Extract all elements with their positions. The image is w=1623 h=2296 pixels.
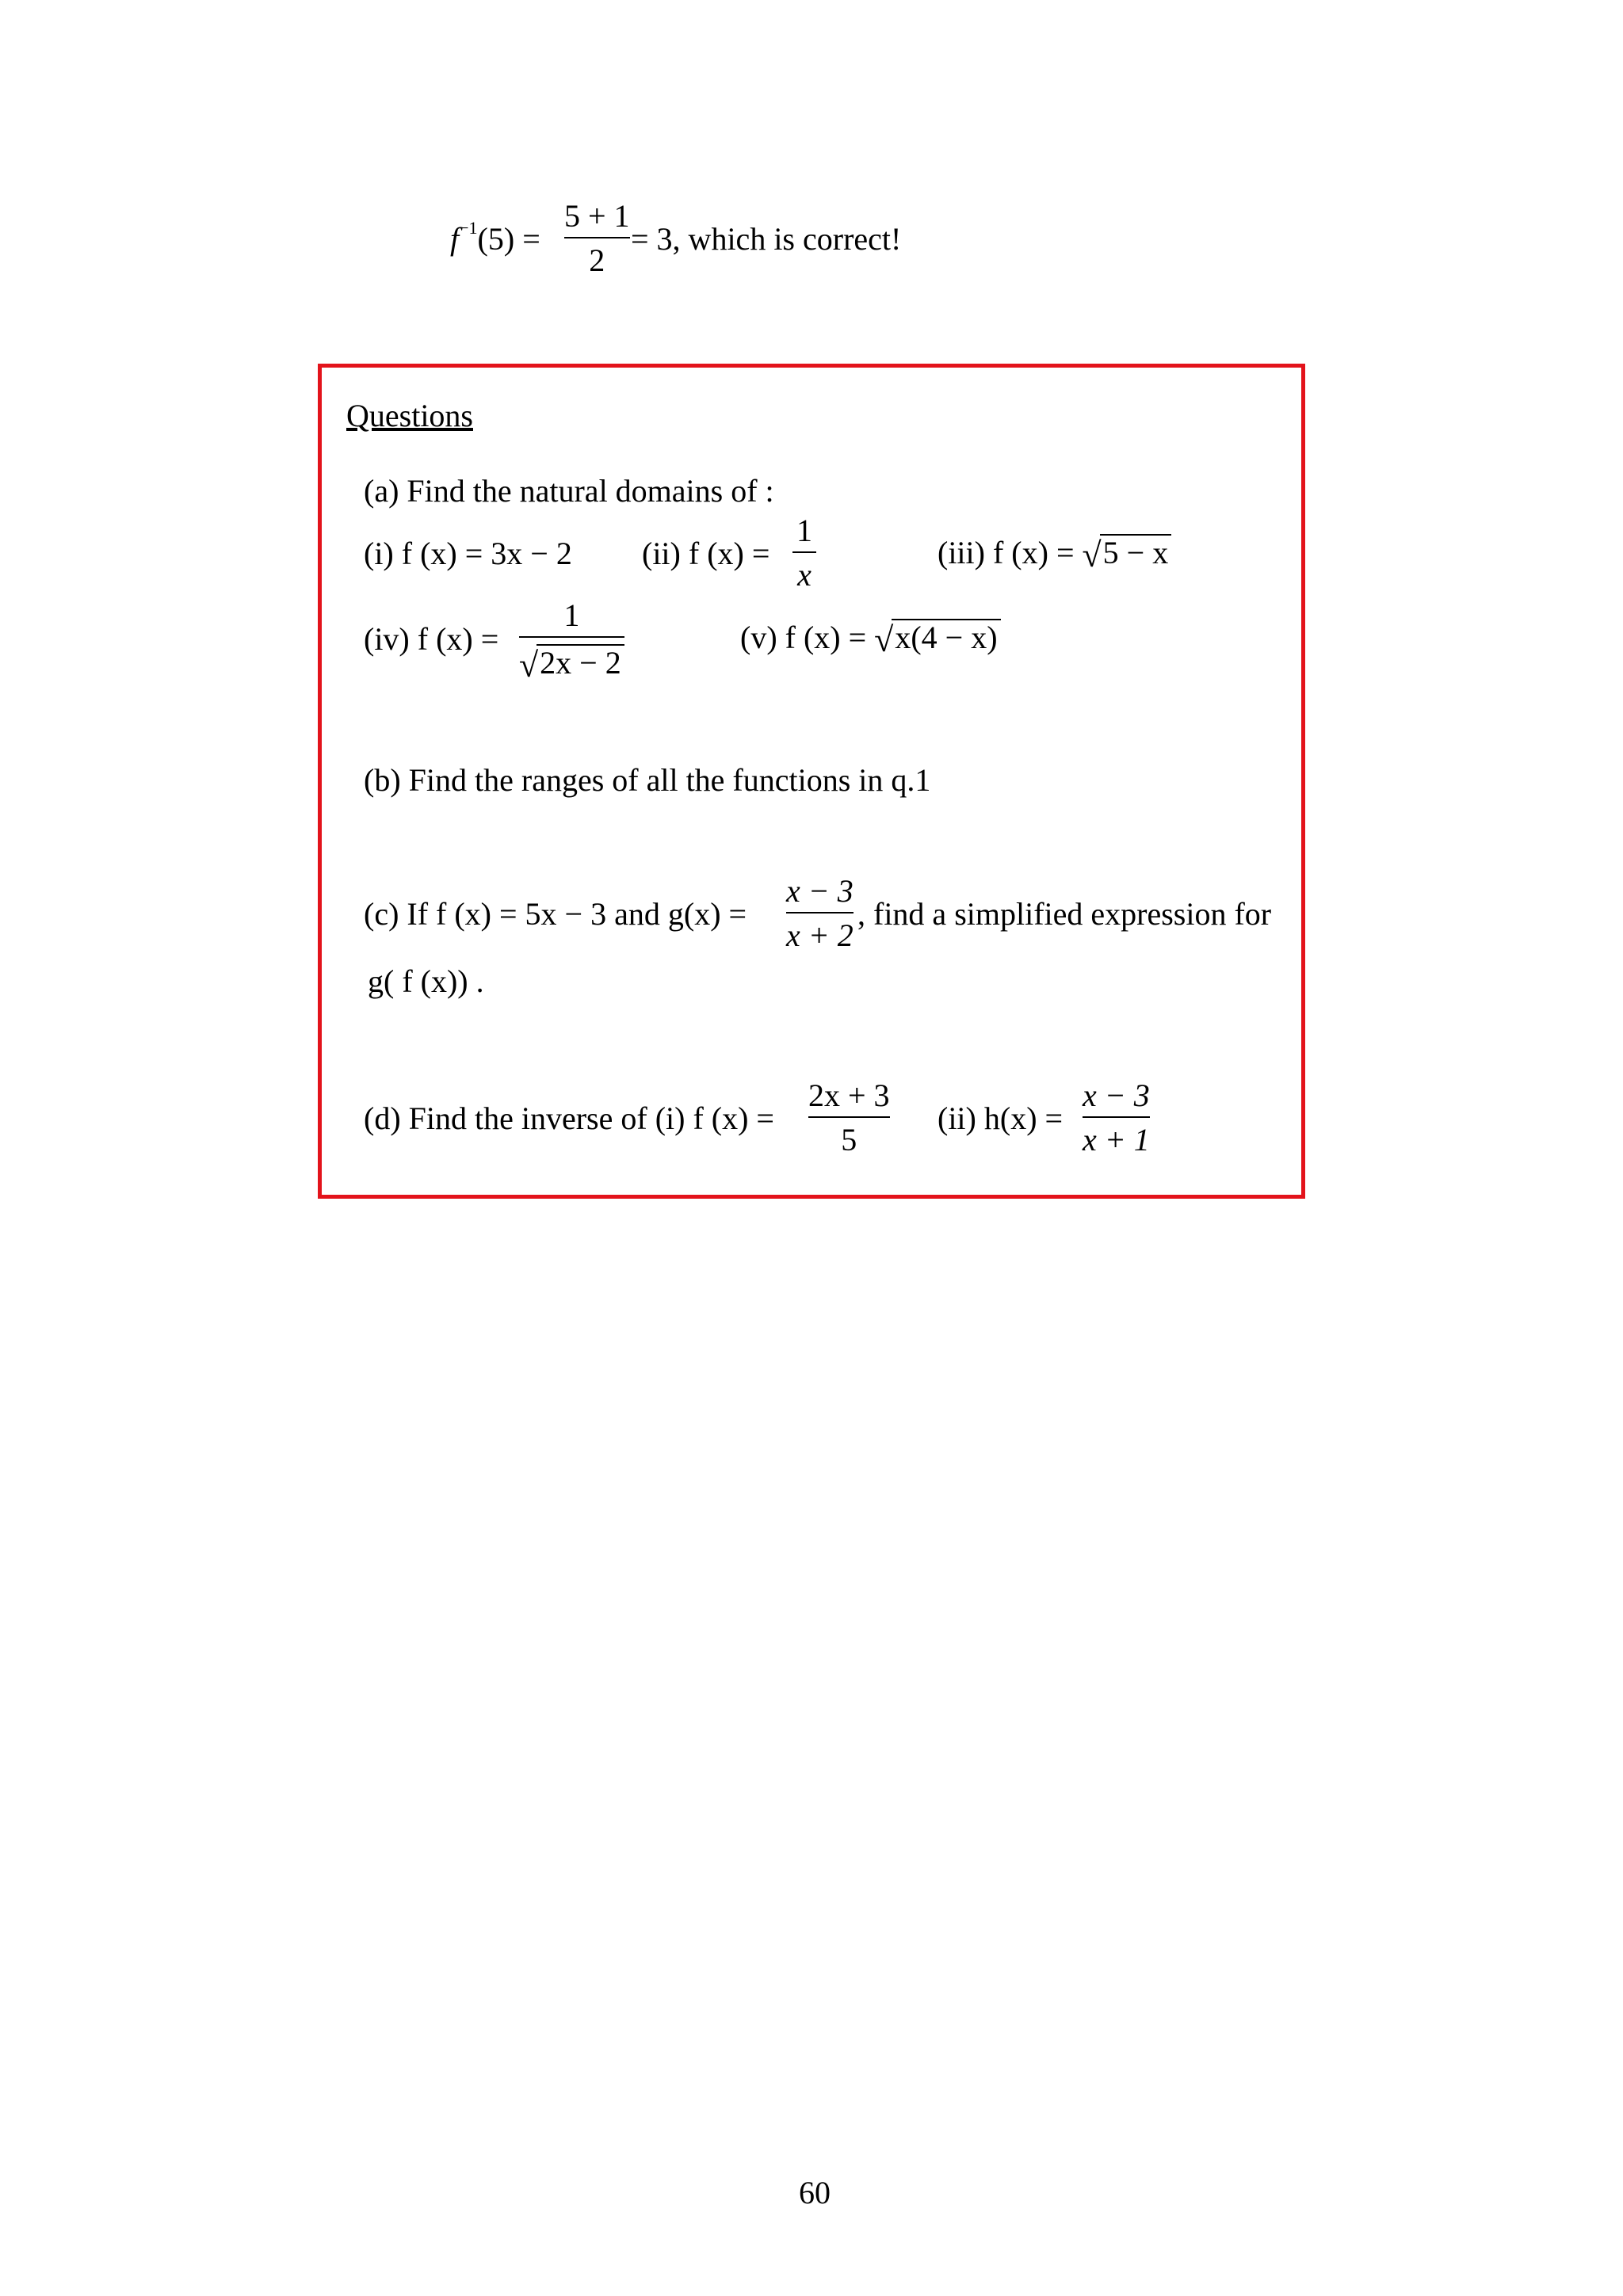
square-root	[1083, 534, 1172, 573]
fraction-bar	[792, 551, 816, 553]
fraction-numerator: 2x + 3	[808, 1077, 890, 1113]
radical-sign: √	[519, 646, 539, 685]
page-number: 60	[799, 2175, 831, 2210]
question-b: (b) Find the ranges of all the functions in q.1	[364, 762, 931, 798]
question-a-iii-label: (iii) f (x) =	[938, 535, 1075, 570]
fraction-denominator: 5	[841, 1122, 857, 1158]
question-d-ii-fraction	[1083, 1077, 1150, 1158]
question-d-lead: (d) Find the inverse of (i) f (x) =	[364, 1100, 774, 1136]
fraction-numerator: 1	[563, 597, 580, 633]
question-a-intro: (a) Find the natural domains of :	[364, 473, 774, 509]
question-a-ii-label: (ii) f (x) =	[642, 536, 770, 571]
fraction-numerator: x − 3	[786, 873, 854, 909]
square-root-denominator	[519, 644, 624, 683]
inverse-superscript: −1	[459, 218, 478, 238]
check-fraction-numerator: 5 + 1	[564, 198, 630, 234]
question-a-v	[740, 619, 1001, 658]
question-d-ii-label: (ii) h(x) =	[938, 1100, 1064, 1136]
radical-sign: √	[1082, 536, 1102, 574]
fraction-bar	[786, 912, 854, 913]
fraction-numerator: 1	[796, 513, 812, 548]
radicand: x(4 − x)	[892, 619, 1000, 654]
question-d-i-fraction	[808, 1077, 890, 1158]
fraction-bar	[808, 1116, 890, 1118]
check-fraction-denominator: 2	[589, 242, 605, 278]
fraction-numerator: x − 3	[1083, 1077, 1150, 1113]
square-root	[874, 619, 1000, 658]
radical-sign: √	[874, 620, 894, 659]
f-symbol: f	[450, 221, 460, 257]
question-a-ii-fraction	[792, 515, 816, 591]
question-a-i: (i) f (x) = 3x − 2	[364, 536, 572, 571]
fraction-bar	[1083, 1116, 1150, 1118]
question-a-v-label: (v) f (x) =	[740, 620, 867, 655]
radicand: 2x − 2	[537, 644, 624, 679]
question-a-iii	[938, 534, 1171, 573]
inverse-check-line	[450, 218, 540, 257]
question-a-iv-label: (iv) f (x) =	[364, 621, 499, 657]
questions-heading: Questions	[346, 398, 473, 433]
fraction-denominator: x	[797, 557, 812, 593]
fraction-denominator: x + 1	[1083, 1122, 1150, 1158]
fraction-bar	[564, 237, 630, 238]
inverse-argument: (5) =	[477, 221, 540, 257]
radicand: 5 − x	[1100, 534, 1172, 569]
check-fraction	[564, 200, 630, 277]
question-c-lead: (c) If f (x) = 5x − 3 and g(x) =	[364, 896, 747, 932]
fraction-bar	[519, 636, 624, 638]
question-c-tail: , find a simplified expression for	[857, 896, 1272, 932]
check-result: = 3, which is correct!	[631, 221, 902, 257]
question-c-line2: g( f (x)) .	[368, 963, 484, 999]
question-c-fraction	[786, 875, 854, 952]
fraction-denominator: x + 2	[786, 917, 854, 953]
question-a-iv-fraction	[519, 597, 624, 685]
